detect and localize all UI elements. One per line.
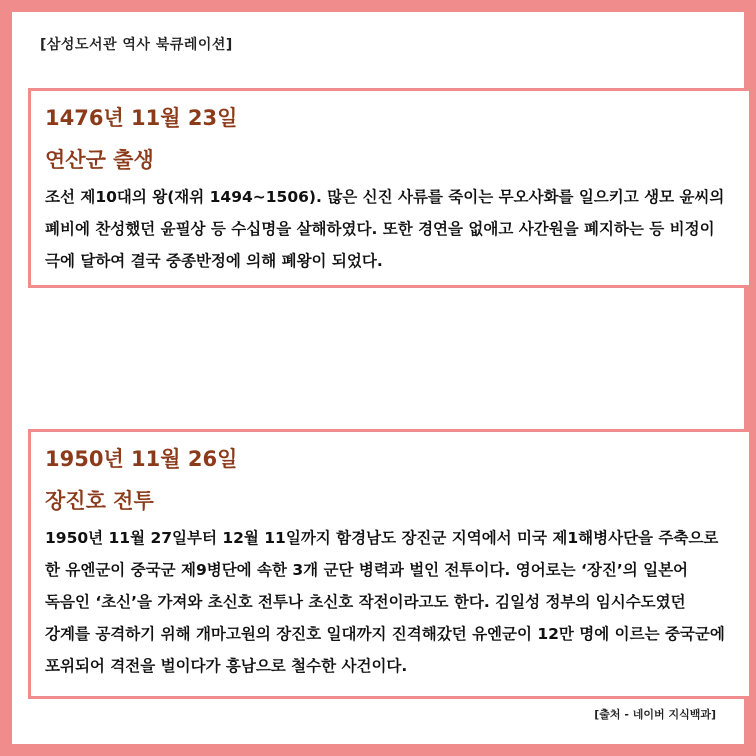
- source-credit: [출처 - 네이버 지식백과]: [594, 708, 716, 721]
- page-title: [삼성도서관 역사 북큐레이션]: [40, 37, 233, 53]
- entry-title: 연산군 출생: [45, 148, 154, 172]
- entry-date: 1476년 11월 23일: [45, 106, 238, 130]
- history-entry-card: [28, 429, 752, 699]
- entry-title: 장진호 전투: [45, 489, 154, 513]
- history-entry-card: [28, 88, 752, 288]
- entry-date: 1950년 11월 26일: [45, 447, 238, 471]
- entry-description: 1950년 11월 27일부터 12월 11일까지 함경남도 장진군 지역에서 미국 제1해병사단을 주축으로 한 유엔군이 중국군 제9병단에 속한 3개 군단 병력과 벌인 전투이다. 영어로는 ‘장진’의 일본어 독음인 ‘초신’을 가져와 초신호 전투나 초신호 작전이라고도 한다. 김일성 정부의 임시수도였던 강계를 공격하기 위해 개마고원의 장진호 일대까지 진격해갔던 유엔군이 12만 명에 이르는 중국군에 포위되어 격전을 벌이다가 흥남으로 철수한 사건이다.: [45, 529, 725, 675]
- entry-description: 조선 제10대의 왕(재위 1494~1506). 많은 신진 사류를 죽이는 무오사화를 일으키고 생모 윤씨의 폐비에 찬성했던 윤필상 등 수십명을 살해하였다. 또한 경연을 없애고 사간원을 폐지하는 등 비정이 극에 달하여 결국 중종반정에 의해 폐왕이 되었다.: [45, 188, 725, 270]
